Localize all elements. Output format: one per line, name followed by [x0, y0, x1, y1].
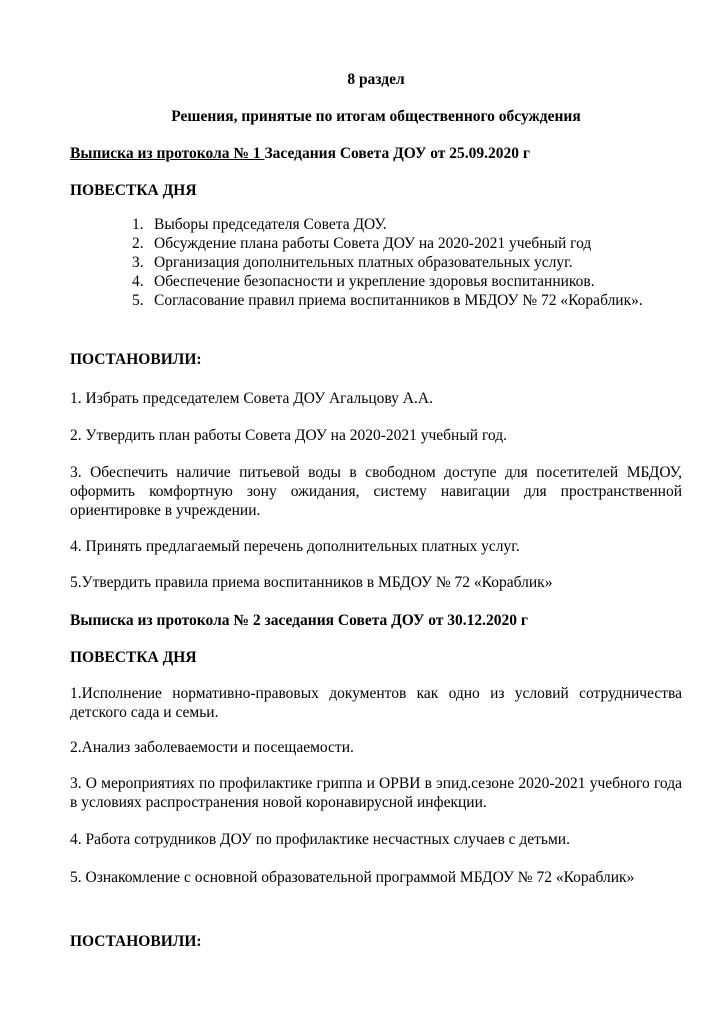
- resolution-item: 3. Обеспечить наличие питьевой воды в свободном доступе для посетителей МБДОУ, оформить комфортную зону ожидания, систему навигации для пространственной ориентировке в учреждении.: [70, 464, 682, 519]
- protocol-1-heading: [70, 144, 682, 163]
- agenda-item-number: 4.: [132, 273, 144, 290]
- agenda-item: 3. О мероприятиях по профилактике гриппа и ОРВИ в эпид.сезоне 2020-2021 учебного года в условиях распространения новой коронавирусной инфекции.: [70, 775, 682, 811]
- agenda-item-text: Обсуждение плана работы Совета ДОУ на 2020-2021 учебный год: [154, 235, 592, 252]
- agenda-item-text: Выборы председателя Совета ДОУ.: [154, 216, 387, 233]
- decisions-heading: Решения, принятые по итогам общественного обсуждения: [171, 108, 581, 125]
- protocol-1-resolved-title: ПОСТАНОВИЛИ:: [70, 351, 202, 368]
- protocol-2-heading: Выписка из протокола № 2 заседания Совета ДОУ от 30.12.2020 г: [70, 612, 528, 629]
- agenda-item: [70, 253, 682, 272]
- agenda-item: [70, 272, 682, 291]
- agenda-item: 1.Исполнение нормативно-правовых документов как одно из условий сотрудничества детского сада и семьи.: [70, 685, 682, 721]
- resolution-item: 1. Избрать председателем Совета ДОУ Агальцову А.А.: [70, 390, 433, 407]
- agenda-item-number: 5.: [132, 292, 144, 309]
- agenda-item: [70, 234, 682, 253]
- agenda-item-number: 1.: [132, 216, 144, 233]
- agenda-item: [70, 215, 682, 234]
- protocol-1-heading-underlined: Выписка из протокола № 1: [70, 145, 265, 162]
- protocol-2-resolved-title: ПОСТАНОВИЛИ:: [70, 933, 202, 950]
- agenda-item-text: Обеспечение безопасности и укрепление здоровья воспитанников.: [154, 273, 595, 290]
- resolution-item: 2. Утвердить план работы Совета ДОУ на 2020-2021 учебный год.: [70, 427, 507, 444]
- agenda-item-text: Согласование правил приема воспитанников в МБДОУ № 72 «Кораблик».: [154, 292, 643, 309]
- agenda-item-number: 3.: [132, 254, 144, 271]
- agenda-item: [70, 291, 682, 310]
- protocol-1-heading-rest: Заседания Совета ДОУ от 25.09.2020 г: [264, 145, 530, 162]
- agenda-item: 4. Работа сотрудников ДОУ по профилактике несчастных случаев с детьми.: [70, 831, 570, 848]
- agenda-item: 2.Анализ заболеваемости и посещаемости.: [70, 739, 354, 756]
- resolution-item: 5.Утвердить правила приема воспитанников в МБДОУ № 72 «Кораблик»: [70, 574, 553, 591]
- agenda-item-text: Организация дополнительных платных образовательных услуг.: [154, 254, 573, 271]
- resolution-item: 4. Принять предлагаемый перечень дополнительных платных услуг.: [70, 538, 520, 555]
- protocol-1-agenda-title: ПОВЕСТКА ДНЯ: [70, 182, 197, 199]
- protocol-1-agenda-list: [70, 215, 682, 310]
- agenda-item: 5. Ознакомление с основной образовательной программой МБДОУ № 72 «Кораблик»: [70, 869, 635, 886]
- section-title: 8 раздел: [347, 71, 405, 88]
- agenda-item-number: 2.: [132, 235, 144, 252]
- protocol-2-agenda-title: ПОВЕСТКА ДНЯ: [70, 649, 197, 666]
